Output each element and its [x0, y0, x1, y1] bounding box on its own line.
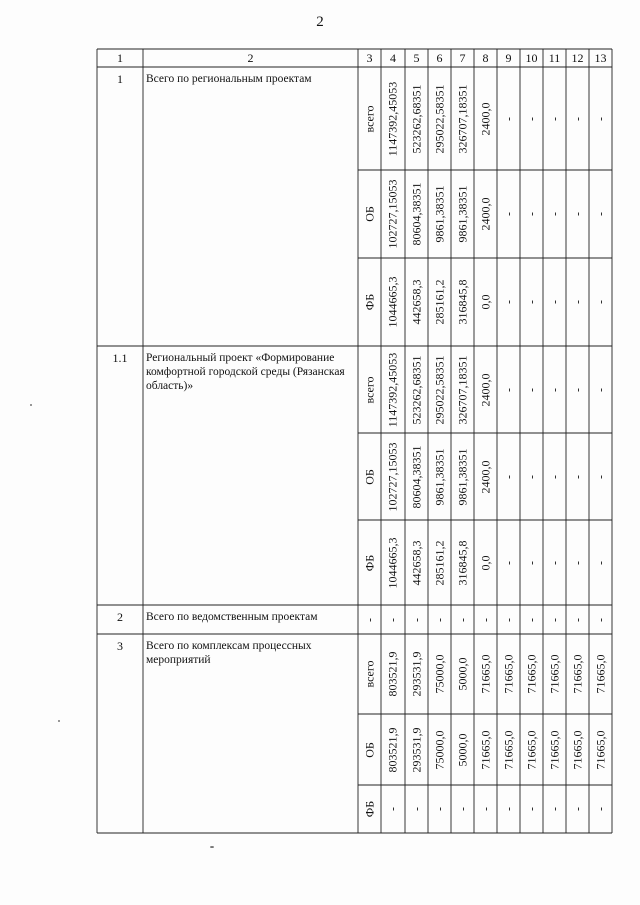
row-number: 1.1 — [112, 351, 128, 365]
funding-source-label: всего — [362, 660, 376, 688]
row-name: Всего по ведомственным проектам — [146, 611, 318, 623]
header-cell-1: 1 — [117, 51, 123, 65]
header-cell-12: 12 — [571, 51, 584, 65]
table-cell-value: 75000,0 — [432, 730, 446, 769]
table-cell-value: - — [593, 807, 607, 811]
header-cell-2: 2 — [247, 51, 254, 65]
table-cell-value: 442658,3 — [409, 279, 423, 325]
header-cell-10: 10 — [525, 51, 538, 65]
row-number: 1 — [117, 72, 123, 86]
table-cell-value: - — [547, 387, 561, 392]
table-cell-value: 316845,8 — [455, 540, 469, 585]
table-cell-value: - — [547, 212, 561, 216]
funding-source-label: ФБ — [362, 293, 376, 311]
table-cell-value: - — [524, 116, 538, 121]
table-cell-value: - — [478, 807, 492, 811]
table-cell-value: 293531,9 — [409, 727, 423, 772]
table-cell-value: - — [455, 617, 469, 622]
header-cell-3: 3 — [366, 51, 373, 65]
header-cell-4: 4 — [390, 51, 396, 65]
page-number: 2 — [316, 14, 324, 30]
table-cell-value: - — [501, 212, 515, 216]
table-cell-value: - — [593, 560, 607, 565]
table-cell-value: - — [524, 387, 538, 392]
table-cell-value: 80604,38351 — [409, 445, 423, 508]
table-cell-value: - — [570, 116, 584, 121]
table-cell-value: - — [547, 807, 561, 811]
header-cell-13: 13 — [594, 51, 607, 65]
table-cell-value: 285161,2 — [432, 540, 446, 585]
table-cell-value: - — [547, 474, 561, 479]
table-cell-value: 295022,58351 — [432, 355, 446, 424]
table-cell-value: 523262,68351 — [409, 355, 423, 424]
funding-source-label: ОБ — [362, 741, 376, 758]
table-cell-value: - — [501, 807, 515, 811]
table-cell-value: - — [570, 212, 584, 216]
row-name: Всего по региональным проектам — [146, 73, 312, 85]
table-cell-value: 0,0 — [478, 555, 492, 570]
table-cell-value: 326707,18351 — [455, 84, 469, 153]
table-cell-value: 2400,0 — [478, 460, 492, 493]
table-cell-value: 71665,0 — [547, 654, 561, 694]
table-cell-value: 803521,9 — [385, 651, 400, 697]
table-cell-value: - — [501, 300, 515, 304]
table-cell-value: - — [501, 116, 515, 121]
table-cell-value: 71665,0 — [524, 730, 538, 769]
header-cell-9: 9 — [505, 51, 512, 65]
header-cell-8: 8 — [482, 51, 489, 65]
table-cell-value: - — [593, 300, 607, 304]
funding-source-label: ФБ — [362, 800, 376, 818]
header-cell-5: 5 — [413, 51, 420, 65]
table-cell-value: 71665,0 — [501, 654, 515, 694]
table-cell-value: 326707,18351 — [455, 355, 469, 424]
table-cell-value: 9861,38351 — [432, 185, 446, 243]
table-cell-value: 102727,15053 — [385, 179, 400, 249]
table-cell-value: 9861,38351 — [455, 448, 469, 505]
table-cell-value: 1044665,3 — [385, 276, 400, 328]
table-cell-value: 71665,0 — [570, 654, 584, 694]
table-cell-value: - — [593, 474, 607, 479]
table-cell-value: 71665,0 — [570, 730, 584, 769]
row-number: 2 — [117, 610, 123, 624]
table-cell-value: - — [547, 300, 561, 304]
table-cell-value: - — [570, 300, 584, 304]
table-cell-value: - — [570, 807, 584, 811]
table-cell-value: 71665,0 — [593, 654, 607, 694]
scan-speck — [30, 404, 32, 406]
table-cell-value: - — [547, 116, 561, 121]
table-cell-value: 2400,0 — [478, 197, 492, 231]
table-cell-value: 0,0 — [478, 294, 492, 310]
table-cell-value: 9861,38351 — [455, 185, 469, 243]
table-cell-value: - — [524, 560, 538, 565]
funding-source-label: ОБ — [362, 468, 376, 485]
table-cell-value: 1147392,45053 — [385, 81, 400, 156]
table-cell-value: - — [524, 474, 538, 479]
row-number: 3 — [117, 639, 123, 653]
table-cell-value: - — [570, 387, 584, 392]
table-cell-value: - — [593, 116, 607, 121]
table-cell-value: 80604,38351 — [409, 182, 423, 246]
table-cell-value: 71665,0 — [524, 654, 538, 694]
table-cell-value: 5000,0 — [455, 733, 469, 766]
table-cell-value: 71665,0 — [478, 654, 492, 694]
table-cell-value: 295022,58351 — [432, 84, 446, 153]
scan-speck — [58, 720, 60, 722]
table-cell-value: 102727,15053 — [385, 442, 400, 511]
table-cell-value: 293531,9 — [409, 651, 423, 697]
table-cell-value: 2400,0 — [478, 102, 492, 135]
table-cell-value: 5000,0 — [455, 657, 469, 691]
table-cell-value: - — [547, 617, 561, 622]
table-cell-value: - — [478, 617, 492, 622]
table-cell-value: - — [501, 617, 515, 622]
table-cell-value: - — [385, 617, 400, 622]
table-cell-value: 71665,0 — [478, 730, 492, 769]
table-cell-value: 71665,0 — [501, 730, 515, 769]
table-cell-value: - — [409, 807, 423, 811]
table-cell-value: - — [570, 560, 584, 565]
table-cell-value: - — [432, 807, 446, 811]
table-cell-value: - — [385, 807, 400, 811]
funding-source-label: всего — [362, 375, 376, 404]
table-cell-value: 2400,0 — [478, 373, 492, 406]
table-cell-value: 1044665,3 — [385, 537, 400, 588]
table-cell-value: - — [432, 617, 446, 622]
header-cell-11: 11 — [548, 51, 561, 65]
table-cell-value: - — [501, 560, 515, 565]
table-cell-value: 442658,3 — [409, 540, 423, 585]
table-cell-value: 285161,2 — [432, 279, 446, 325]
header-cell-6: 6 — [436, 51, 443, 65]
table-cell-value: - — [570, 617, 584, 622]
table-cell-value: - — [409, 617, 423, 622]
table-cell-value: 1147392,45053 — [385, 352, 400, 427]
funding-source-label: - — [362, 617, 376, 622]
table-cell-value: - — [455, 807, 469, 811]
table-cell-value: - — [501, 474, 515, 479]
table-cell-value: 9861,38351 — [432, 448, 446, 505]
table-cell-value: - — [501, 387, 515, 392]
funding-source-label: ФБ — [362, 554, 376, 571]
table-cell-value: 803521,9 — [385, 727, 400, 772]
row-name: Региональный проект «Формирование комфортной городской среды (Рязанская область)» — [146, 352, 345, 392]
funding-source-label: всего — [362, 104, 376, 133]
table-cell-value: 523262,68351 — [409, 84, 423, 153]
table-cell-value: - — [593, 617, 607, 622]
table-cell-value: - — [593, 212, 607, 216]
table-cell-value: - — [547, 560, 561, 565]
row-name: Всего по комплексам процессных мероприятий — [146, 640, 312, 666]
table-cell-value: - — [524, 807, 538, 811]
table-cell-value: - — [524, 212, 538, 216]
table-cell-value: - — [524, 300, 538, 304]
table-cell-value: 75000,0 — [432, 654, 446, 694]
table-cell-value: - — [570, 474, 584, 479]
table-cell-value: - — [593, 387, 607, 392]
table-cell-value: 71665,0 — [547, 730, 561, 769]
table-cell-value: - — [524, 617, 538, 622]
header-cell-7: 7 — [459, 51, 466, 65]
table-cell-value: 71665,0 — [593, 730, 607, 769]
table-cell-value: 316845,8 — [455, 279, 469, 325]
funding-source-label: ОБ — [362, 206, 376, 222]
scan-speck — [210, 846, 214, 848]
